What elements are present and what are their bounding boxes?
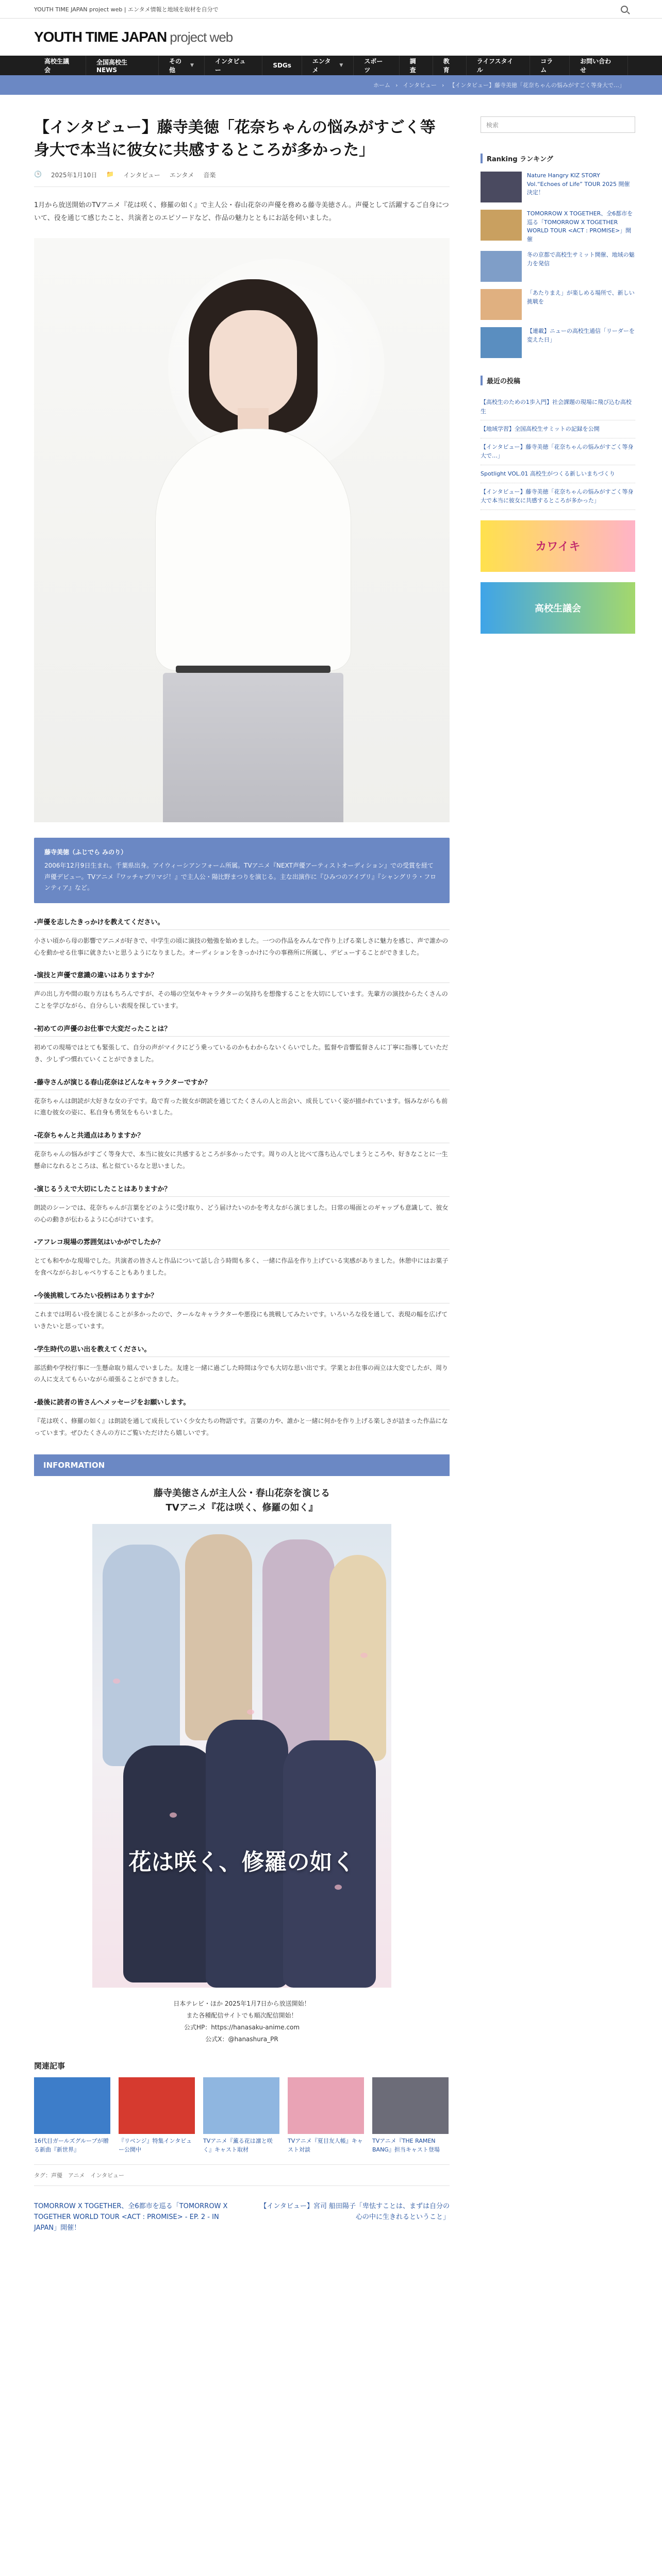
ranking-text[interactable]: 冬の京都で高校生サミット開催、地域の魅力を発信 xyxy=(527,251,635,267)
credit-link[interactable]: 公式X：@hanashura_PR xyxy=(205,2035,278,2043)
qa-item xyxy=(34,1077,450,1119)
answer: これまでは明るい役を演じることが多かったので、クールなキャラクターや悪役にも挑戦してみたいです。いろいろな役を通して、表現の幅を広げていきたいと思っています。 xyxy=(34,1310,448,1330)
profile-name: 藤寺美徳（ふじでら みのり） xyxy=(44,849,127,856)
folder-icon: 📁 xyxy=(106,171,114,178)
information-title xyxy=(34,1486,450,1516)
qa-item xyxy=(34,1344,450,1386)
ranking-text[interactable]: 【連載】ニューの高校生通信「リーダーを変えた日」 xyxy=(527,328,635,343)
qa-item xyxy=(34,917,450,959)
related-thumbnail[interactable] xyxy=(288,2077,364,2134)
related-card[interactable] xyxy=(34,2077,110,2154)
credit-link[interactable]: 公式HP：https://hanasaku-anime.com xyxy=(184,2023,300,2031)
ranking-thumbnail[interactable] xyxy=(481,172,522,202)
answer: 初めての現場ではとても緊張して、自分の声がマイクにどう乗っているのかもわからないくらいでした。監督や音響監督さんに丁寧に指導していただき、少しずつ慣れていくことができました。 xyxy=(34,1043,449,1063)
answer: 部活動や学校行事に一生懸命取り組んでいました。友達と一緒に過ごした時間は今でも大切な思い出です。学業とお仕事の両立は大変でしたが、周りの人に支えてもらいながら頑張ることができました。 xyxy=(34,1364,449,1383)
ranking-item[interactable] xyxy=(481,289,635,320)
qa-item xyxy=(34,1290,450,1332)
question: -演技と声優で意識の違いはありますか？ xyxy=(34,970,450,983)
site-tagline: YOUTH TIME JAPAN project web | エンタメ情報と地域を取材を自分で xyxy=(34,6,219,13)
information-title-line: TVアニメ『花は咲く、修羅の如く』 xyxy=(166,1502,318,1514)
prev-next xyxy=(34,2201,450,2233)
hero-photo xyxy=(34,238,450,822)
ranking-thumbnail[interactable] xyxy=(481,327,522,358)
recent-post-link[interactable]: 【高校生のための1歩入門】社会課題の現場に飛び込む高校生 xyxy=(481,394,635,420)
nav-item[interactable]: エンタメ ▼ xyxy=(302,56,354,75)
information-heading: INFORMATION xyxy=(34,1454,450,1476)
nav-item[interactable]: 全国高校生NEWS xyxy=(86,56,159,75)
nav-item[interactable]: インタビュー xyxy=(205,56,262,75)
clock-icon: 🕒 xyxy=(34,171,42,178)
chevron-down-icon: ▼ xyxy=(339,63,343,68)
question: -アフレコ現場の雰囲気はいかがでしたか？ xyxy=(34,1236,450,1250)
information-title-line: 藤寺美徳さんが主人公・春山花奈を演じる xyxy=(154,1487,330,1499)
logo-text: YOUTH TIME JAPAN xyxy=(34,29,167,45)
question: -最後に読者の皆さんへメッセージをお願いします。 xyxy=(34,1397,450,1410)
article-category[interactable]: エンタメ xyxy=(169,172,194,179)
related-caption[interactable]: 『リベンジ』特集インタビュー公開中 xyxy=(119,2138,192,2153)
tag-list[interactable]: タグ：声優 アニメ インタビュー xyxy=(34,2164,450,2186)
profile-text: 2006年12月9日生まれ。千葉県出身。アイウィーシアンフォーム所属。TVアニメ『NEXT声優アーティストオーディション』での受賞を経て声優デビュー。TVアニメ『ワッチャプリマジ！』で主人公・陽比野まつりを演じる。主な出演作に『ひみつのアイプリ』『シャングリラ・フロンティア』など。 xyxy=(44,861,437,892)
related-caption[interactable]: TVアニメ『薫る花は凛と咲く』キャスト取材 xyxy=(203,2138,273,2153)
ranking-thumbnail[interactable] xyxy=(481,210,522,241)
sidebar xyxy=(481,95,635,2255)
credit-line: 日本テレビ・ほか 2025年1月7日から放送開始！ xyxy=(173,2000,310,2008)
question: -声優を志したきっかけを教えてください。 xyxy=(34,917,450,930)
ranking-list xyxy=(481,172,635,358)
chevron-down-icon: ▼ xyxy=(190,63,194,68)
qa-item xyxy=(34,1023,450,1065)
related-thumbnail[interactable] xyxy=(203,2077,279,2134)
nav-item[interactable]: スポーツ xyxy=(354,56,399,75)
related-caption[interactable]: 16代目ガールズグループが贈る新曲『新世界』 xyxy=(34,2138,109,2153)
recent-title: 最近の投稿 xyxy=(481,376,635,385)
ranking-thumbnail[interactable] xyxy=(481,251,522,282)
question: -演じるうえで大切にしたことはありますか？ xyxy=(34,1183,450,1197)
recent-post-link[interactable]: 【インタビュー】藤寺美徳「花奈ちゃんの悩みがすごく等身大で本当に彼女に共感するところが多かった」 xyxy=(481,483,635,510)
answer: 声の出し方や間の取り方はもちろんですが、その場の空気やキャラクターの気持ちを想像することを大切にしています。先輩方の演技からたくさんのことを学びながら、自分らしい表現を探しています。 xyxy=(34,990,448,1010)
related-caption[interactable]: TVアニメ『夏目友人帳』キャスト対談 xyxy=(288,2138,363,2153)
question: -今後挑戦してみたい役柄はありますか？ xyxy=(34,1290,450,1303)
ranking-text[interactable]: 「あたりまえ」が楽しめる場所で、新しい挑戦を xyxy=(527,290,635,305)
site-header xyxy=(0,19,662,56)
next-article-link[interactable]: 【インタビュー】宮司 船田陽子「卑怯すことは、まずは自分の心の中に生きれるということ」 xyxy=(260,2202,450,2222)
related-thumbnail[interactable] xyxy=(119,2077,195,2134)
anime-key-visual xyxy=(92,1524,391,1988)
qa-item xyxy=(34,1236,450,1279)
article-date: 2025年1月10日 xyxy=(51,172,97,179)
profile-box xyxy=(34,838,450,903)
qa-item xyxy=(34,1130,450,1172)
prev-article-link[interactable]: TOMORROW X TOGETHER、全6都市を巡る「TOMORROW X TOGETHER WORLD TOUR <ACT : PROMISE> - EP. 2 - IN JAPAN」開催！ xyxy=(34,2202,228,2232)
logo-subtext: project web xyxy=(170,29,233,45)
article-meta xyxy=(34,171,450,187)
qa-item xyxy=(34,970,450,1012)
breadcrumb-category[interactable]: インタビュー xyxy=(403,82,437,89)
recent-list xyxy=(481,394,635,510)
ranking-title: Ranking ランキング xyxy=(481,154,635,163)
answer: 朗読のシーンでは、花奈ちゃんが言葉をどのように受け取り、どう届けたいのかを考えながら演じました。日常の場面とのギャップも意識して、彼女の心の動きが伝わるように心がけています。 xyxy=(34,1204,449,1223)
related-card[interactable] xyxy=(372,2077,449,2154)
article-lead: 1月から放送開始のTVアニメ『花は咲く、修羅の如く』で主人公・春山花奈の声優を務める藤寺美徳さん。声優として活躍するご自身について、役を通じて感じたこと、共演者とのエピソードなど、作品の魅力とともにお話を伺いました。 xyxy=(34,201,449,222)
breadcrumb-sep: › xyxy=(395,81,398,89)
answer: 花奈ちゃんは朗読が大好きな女の子です。島で育った彼女が朗読を通じてたくさんの人と出会い、成長していく姿が描かれています。悩みながらも前に進む彼女の姿に、私自身も勇気をもらいました。 xyxy=(34,1097,448,1116)
page-body xyxy=(0,95,662,2255)
credit-line: また各種配信サイトでも順次配信開始！ xyxy=(186,2012,297,2020)
breadcrumb xyxy=(0,75,662,95)
question: -花奈ちゃんと共通点はありますか？ xyxy=(34,1130,450,1143)
nav-item[interactable]: 高校生議会 xyxy=(34,56,86,75)
related-list xyxy=(34,2077,450,2154)
related-card[interactable] xyxy=(119,2077,195,2154)
breadcrumb-current: 【インタビュー】藤寺美徳「花奈ちゃんの悩みがすごく等身大で…」 xyxy=(449,82,625,89)
ranking-text[interactable]: TOMORROW X TOGETHER、全6都市を巡る「TOMORROW X TOGETHER WORLD TOUR <ACT : PROMISE>」開催 xyxy=(527,210,633,243)
poster-title: 花は咲く、修羅の如く xyxy=(128,1849,355,1876)
nav-item[interactable]: 調査 xyxy=(400,56,433,75)
ranking-item[interactable] xyxy=(481,251,635,282)
ranking-item[interactable] xyxy=(481,327,635,358)
related-card[interactable] xyxy=(288,2077,364,2154)
article xyxy=(34,95,450,2255)
answer: 『花は咲く、修羅の如く』は朗読を通して成長していく少女たちの物語です。言葉の力や、誰かと一緒に何かを作り上げる楽しさが詰まった作品になっています。ぜひたくさんの方にご覧いただけたら嬉しいです。 xyxy=(34,1417,448,1436)
related-thumbnail[interactable] xyxy=(34,2077,110,2134)
nav-item[interactable]: コラム xyxy=(530,56,570,75)
answer: 小さい頃から母の影響でアニメが好きで、中学生の頃に演技の勉強を始めました。一つの作品をみんなで作り上げる楽しさに魅力を感じ、声で誰かの心を動かせる仕事に就きたいと思うようになりました。オーディションをきっかけに今の事務所に所属し、デビューすることができました。 xyxy=(34,937,449,956)
related-thumbnail[interactable] xyxy=(372,2077,449,2134)
ranking-text[interactable]: Nature Hangry KIZ STORY Vol.“Echoes of Life” TOUR 2025 開催決定！ xyxy=(527,172,630,196)
related-card[interactable] xyxy=(203,2077,279,2154)
sidebar-search-input[interactable]: 検索 xyxy=(481,116,635,133)
recent-post-link[interactable]: 【インタビュー】藤寺美徳「花奈ちゃんの悩みがすごく等身大で…」 xyxy=(481,438,635,465)
site-logo[interactable] xyxy=(34,29,233,45)
ranking-item[interactable] xyxy=(481,210,635,244)
nav-item[interactable]: SDGs xyxy=(262,56,302,75)
information-credits xyxy=(34,1998,450,2045)
question: -初めての声優のお仕事で大変だったことは？ xyxy=(34,1023,450,1037)
qa-item xyxy=(34,1183,450,1226)
answer: とても和やかな現場でした。共演者の皆さんと作品について話し合う時間も多く、一緒に作品を作り上げている実感がありました。休憩中にはお菓子を食べながらおしゃべりすることもありました。 xyxy=(34,1257,449,1277)
article-category[interactable]: 音楽 xyxy=(203,172,216,179)
nav-item[interactable]: お問い合わせ xyxy=(570,56,628,75)
breadcrumb-home[interactable]: ホーム xyxy=(373,82,391,89)
article-title: 【インタビュー】藤寺美徳「花奈ちゃんの悩みがすごく等身大で本当に彼女に共感するところが多かった」 xyxy=(34,118,436,159)
recent-post-link[interactable]: 【地域学習】全国高校生サミットの記録を公開 xyxy=(481,420,635,438)
ranking-thumbnail[interactable] xyxy=(481,289,522,320)
answer: 花奈ちゃんの悩みがすごく等身大で、本当に彼女に共感するところが多かったです。周りの人と比べて落ち込んでしまうところや、好きなことに一生懸命になれるところは、私と似ているなと思いました。 xyxy=(34,1150,448,1170)
question: -藤寺さんが演じる春山花奈はどんなキャラクターですか？ xyxy=(34,1077,450,1090)
banner-student-council[interactable]: 高校生議会 xyxy=(481,582,635,634)
related-heading: 関連記事 xyxy=(34,2061,65,2071)
recent-post-link[interactable]: Spotlight VOL.01 高校生がつくる新しいまちづくり xyxy=(481,465,635,483)
qa-item xyxy=(34,1397,450,1439)
nav-item[interactable]: その他 ▼ xyxy=(159,56,205,75)
article-category[interactable]: インタビュー xyxy=(123,172,160,179)
top-bar xyxy=(0,0,662,19)
breadcrumb-sep: › xyxy=(442,81,444,89)
question: -学生時代の思い出を教えてください。 xyxy=(34,1344,450,1357)
main-nav xyxy=(0,56,662,75)
nav-item[interactable]: ライフスタイル xyxy=(467,56,530,75)
qa-list xyxy=(34,917,450,1439)
search-icon[interactable] xyxy=(621,6,628,13)
nav-item[interactable]: 教育 xyxy=(433,56,467,75)
related-caption[interactable]: TVアニメ『THE RAMEN BANG』担当キャスト登場 xyxy=(372,2138,440,2153)
banner-kawaiki[interactable]: カワイキ xyxy=(481,520,635,572)
ranking-item[interactable] xyxy=(481,172,635,202)
